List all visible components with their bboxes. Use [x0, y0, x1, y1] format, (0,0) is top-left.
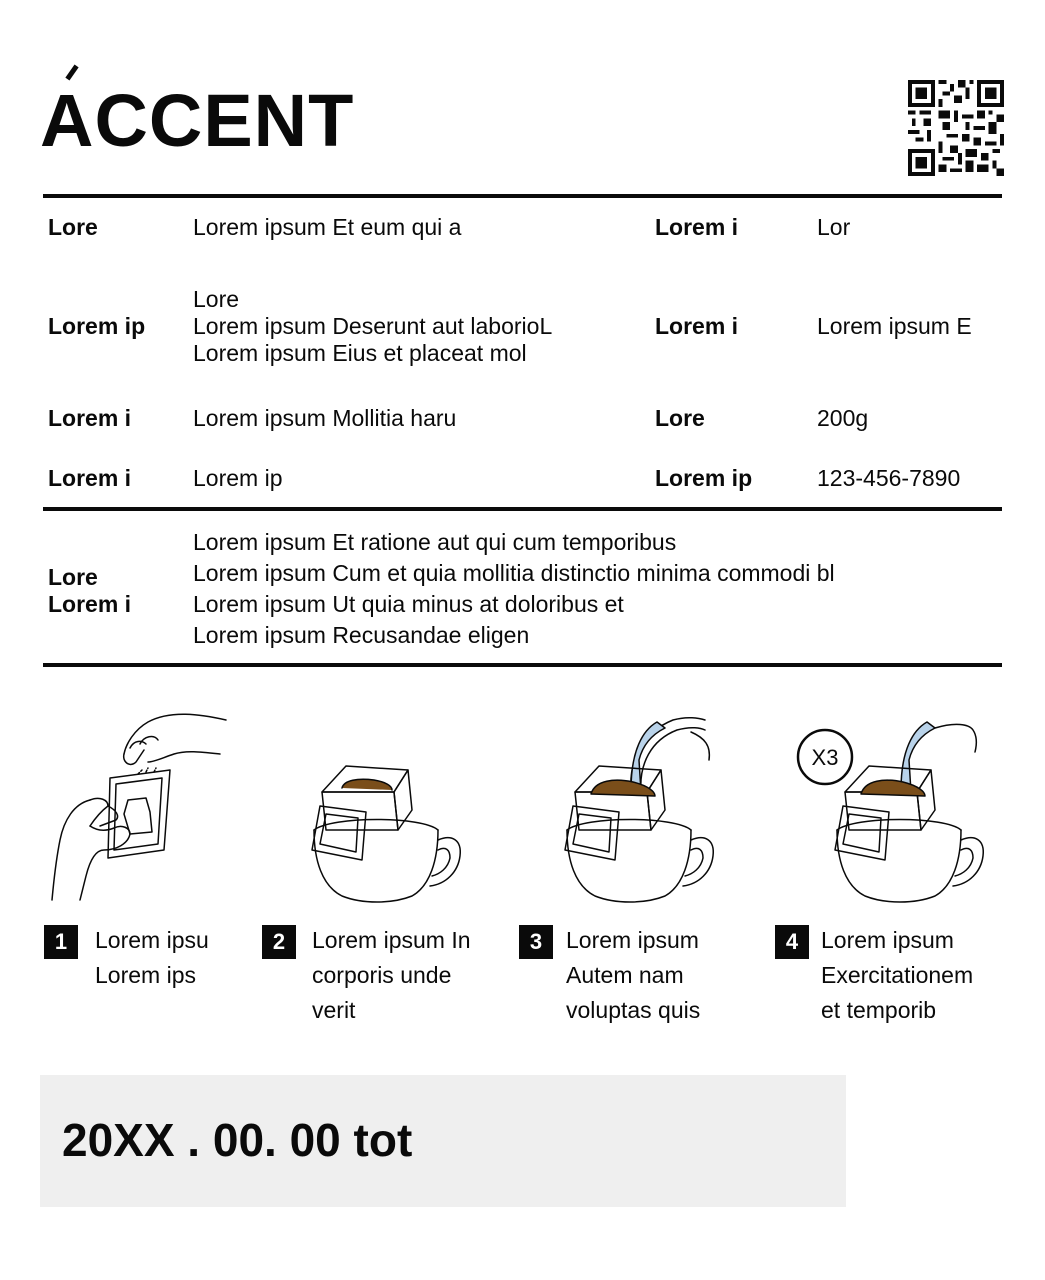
step-2-line: corporis unde	[312, 962, 452, 988]
hang-dripper-illustration	[262, 700, 502, 910]
top-divider	[43, 194, 1002, 198]
row-3-value-2: 200g	[817, 405, 869, 431]
step-1-number: 1	[44, 925, 78, 959]
step-4-line: Lorem ipsum	[821, 927, 954, 953]
step-1-text	[95, 923, 209, 993]
row-2-value-line: Lorem ipsum Eius et placeat mol	[193, 340, 527, 366]
row-2-value-line: Lorem ipsum Deserunt aut laborioL	[193, 313, 553, 339]
step-3-number: 3	[519, 925, 553, 959]
row-3-label: Lorem i	[48, 405, 132, 431]
notes-label-line: Lorem i	[48, 591, 132, 617]
step-4-number: 4	[775, 925, 809, 959]
row-2-value	[193, 286, 552, 367]
bottom-divider	[43, 663, 1002, 667]
open-packet-illustration	[30, 700, 270, 910]
row-4-label: Lorem i	[48, 465, 132, 491]
notes-text	[193, 527, 835, 651]
notes-line: Lorem ipsum Cum et quia mollitia distinctio minima commodi bl	[193, 560, 835, 586]
notes-line: Lorem ipsum Recusandae eligen	[193, 622, 530, 648]
date-band	[40, 1075, 846, 1207]
step-4-line: et temporib	[821, 997, 937, 1023]
row-1-value: Lorem ipsum Et eum qui a	[193, 214, 462, 240]
repeat-badge-text: X3	[811, 745, 839, 770]
step-4-line: Exercitationem	[821, 962, 974, 988]
step-4-text	[821, 923, 973, 1028]
step-3-line: voluptas quis	[566, 997, 701, 1023]
notes-label-line: Lore	[48, 564, 98, 590]
step-2-line: Lorem ipsum In	[312, 927, 471, 953]
row-4-value-2: 123-456-7890	[817, 465, 961, 491]
row-1-value-2: Lor	[817, 214, 851, 240]
repeat-pour-illustration	[785, 700, 1025, 910]
step-1-line: Lorem ipsu	[95, 927, 209, 953]
notes-label	[48, 564, 131, 618]
row-2-label: Lorem ip	[48, 313, 146, 339]
step-2-line: verit	[312, 997, 356, 1023]
row-2-value-line: Lore	[193, 286, 240, 312]
pour-water-illustration	[515, 700, 755, 910]
notes-line: Lorem ipsum Ut quia minus at doloribus et	[193, 591, 624, 617]
row-3-value: Lorem ipsum Mollitia haru	[193, 405, 457, 431]
step-2-number: 2	[262, 925, 296, 959]
row-4-label-2: Lorem ip	[655, 465, 753, 491]
middle-divider	[43, 507, 1002, 511]
row-1-label-2: Lorem i	[655, 214, 739, 240]
step-1-line: Lorem ips	[95, 962, 196, 988]
step-3-text	[566, 923, 700, 1028]
notes-line: Lorem ipsum Et ratione aut qui cum temporibus	[193, 529, 677, 555]
row-2-label-2: Lorem i	[655, 313, 739, 339]
qr-code-icon	[908, 80, 1004, 176]
step-3-line: Autem nam	[566, 962, 684, 988]
row-2-value-2: Lorem ipsum E	[817, 313, 972, 339]
row-4-value: Lorem ip	[193, 465, 283, 491]
date-label: 20XX . 00. 00 tot	[62, 1114, 413, 1166]
step-3-line: Lorem ipsum	[566, 927, 699, 953]
row-1-label: Lore	[48, 214, 98, 240]
brand-logo: ACCENT	[40, 79, 355, 162]
row-3-label-2: Lore	[655, 405, 705, 431]
step-2-text	[312, 923, 471, 1028]
